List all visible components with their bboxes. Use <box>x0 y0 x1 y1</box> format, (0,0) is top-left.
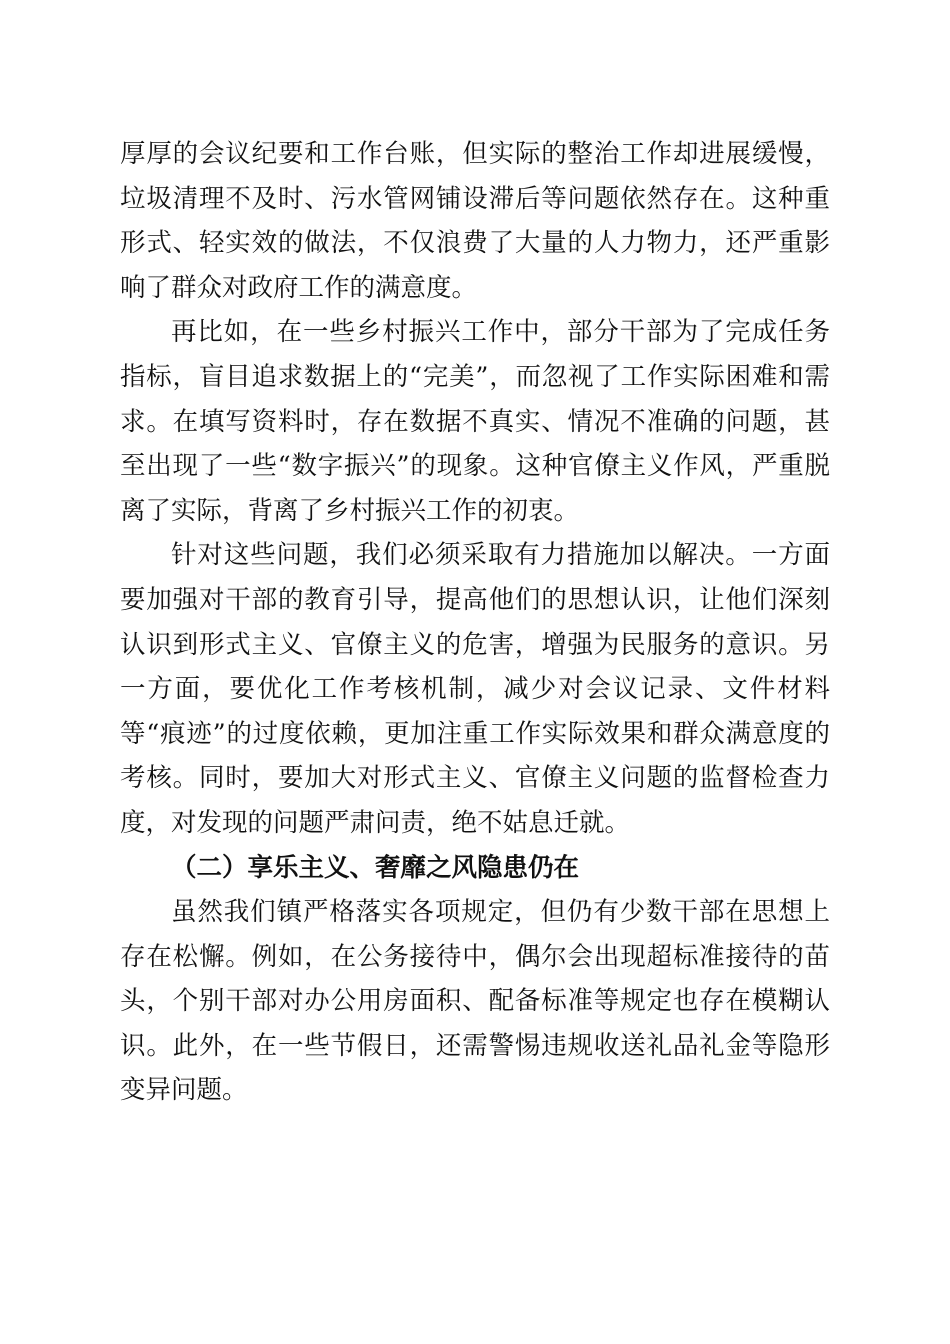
paragraph-continuation: 厚厚的会议纪要和工作台账，但实际的整治工作却进展缓慢，垃圾清理不及时、污水管网铺设滞后等问题依然存在。这种重形式、轻实效的做法，不仅浪费了大量的人力物力，还严重影响了群众对政府工作的满意度。 <box>120 139 830 303</box>
document-body <box>120 132 830 1113</box>
paragraph-hedonism: 虽然我们镇严格落实各项规定，但仍有少数干部在思想上存在松懈。例如，在公务接待中，偶尔会出现超标准接待的苗头，个别干部对办公用房面积、配备标准等规定也存在模糊认识。此外，在一些节假日，还需警惕违规收送礼品礼金等隐形变异问题。 <box>120 897 830 1106</box>
section-heading: （二）享乐主义、奢靡之风隐患仍在 <box>171 852 580 883</box>
paragraph-rural-revitalization: 再比如，在一些乡村振兴工作中，部分干部为了完成任务指标，盲目追求数据上的“完美”，而忽视了工作实际困难和需求。在填写资料时，存在数据不真实、情况不准确的问题，甚至出现了一些“数字振兴”的现象。这种官僚主义作风，严重脱离了实际，背离了乡村振兴工作的初衷。 <box>120 317 830 526</box>
paragraph-countermeasures: 针对这些问题，我们必须采取有力措施加以解决。一方面要加强对干部的教育引导，提高他们的思想认识，让他们深刻认识到形式主义、官僚主义的危害，增强为民服务的意识。另一方面，要优化工作考核机制，减少对会议记录、文件材料等“痕迹”的过度依赖，更加注重工作实际效果和群众满意度的考核。同时，要加大对形式主义、官僚主义问题的监督检查力度，对发现的问题严肃问责，绝不姑息迁就。 <box>120 540 830 838</box>
